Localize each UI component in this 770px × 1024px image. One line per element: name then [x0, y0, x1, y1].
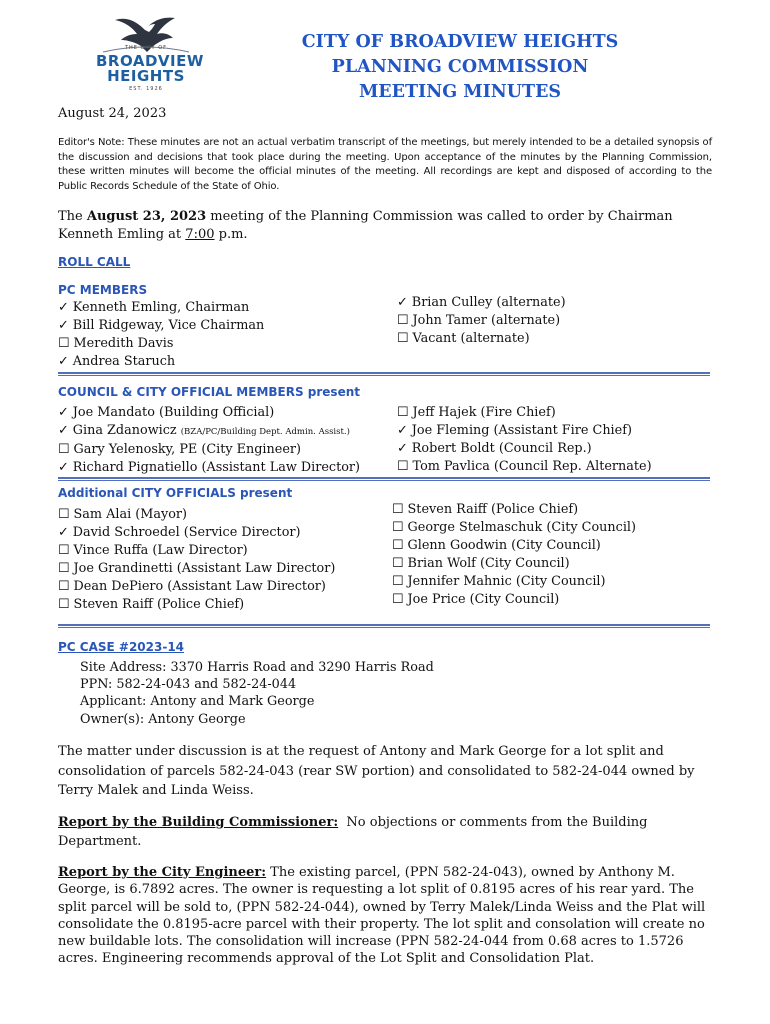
meeting-date: August 24, 2023: [58, 106, 167, 121]
list-item: [58, 422, 360, 441]
building-report-label: Report by the Building Commissioner:: [58, 815, 339, 830]
case-site-address: Site Address: 3370 Harris Road and 3290 Harris Road: [80, 660, 434, 675]
list-item: ☐ Jeff Hajek (Fire Chief): [397, 405, 556, 420]
council-heading: COUNCIL & CITY OFFICIAL MEMBERS present: [58, 385, 360, 399]
logo-line1: BROADVIEW: [96, 52, 204, 70]
list-item: ☐ Steven Raiff (Police Chief): [58, 597, 245, 612]
list-item: ✓ Joe Fleming (Assistant Fire Chief): [397, 423, 632, 438]
list-item-text: ✓ Gina Zdanowicz: [58, 423, 181, 438]
section-divider: [58, 372, 710, 376]
list-item: ✓ Joe Mandato (Building Official): [58, 405, 275, 420]
engineer-report: [58, 864, 710, 968]
list-item: ✓ Brian Culley (alternate): [397, 295, 566, 310]
title-line1: CITY OF BROADVIEW HEIGHTS: [301, 32, 619, 52]
additional-heading: Additional CITY OFFICIALS present: [58, 486, 293, 500]
list-item: ☐ Joe Grandinetti (Assistant Law Director): [58, 561, 336, 576]
list-item: ☐ Jennifer Mahnic (City Council): [392, 574, 606, 589]
title-line3: MEETING MINUTES: [358, 82, 562, 102]
editors-note: Editor's Note: These minutes are not an actual verbatim transcript of the meetings, but merely intended to be a detailed synopsis of the discussion and decisions that took place during the meeting. Upon acceptance of the minutes by the Planning Commission, these written minutes will become the official minutes of the meeting. All recordings are kept and disposed of according to the Public Records Schedule of the State of Ohio.: [58, 137, 712, 192]
list-item: ☐ Meredith Davis: [58, 336, 174, 351]
intro-paragraph: [58, 208, 712, 244]
list-item: ☐ George Stelmaschuk (City Council): [392, 520, 637, 535]
council-right: [397, 404, 652, 476]
list-item: ✓ David Schroedel (Service Director): [58, 525, 301, 540]
section-divider: [58, 477, 710, 481]
matter-paragraph: The matter under discussion is at the request of Antony and Mark George for a lot split and consolidation of parcels 582-24-043 (rear SW portion) and consolidated to 582-24-044 owned by Terry Malek and Linda Weiss.: [58, 744, 695, 798]
document-title: [250, 30, 670, 105]
pc-members-heading: PC MEMBERS: [58, 283, 148, 297]
list-item: ☐ Tom Pavlica (Council Rep. Alternate): [397, 459, 652, 474]
list-item: ✓ Andrea Staruch: [58, 354, 176, 369]
list-item: ✓ Kenneth Emling, Chairman: [58, 300, 250, 315]
list-item: ☐ Gary Yelenosky, PE (City Engineer): [58, 442, 302, 457]
pc-members-right: [397, 294, 566, 348]
intro-pre: The: [58, 209, 87, 224]
list-item: ✓ Robert Boldt (Council Rep.): [397, 441, 592, 456]
engineer-report-text: The existing parcel, (PPN 582-24-043), owned by Anthony M. George, is 6.7892 acres. The owner is requesting a lot split of 0.8195 acres of his rear yard. The split parcel will be sold to, (PPN 582-24-044), owned by Terry Malek/Linda Weiss and the Plat will consolidate the 0.8195-acre parcel with their property. The lot split and consolation will create no new buildable lots. The consolidation will increase (PPN 582-24-044 from 0.68 acres to 1.5726 acres. Engineering recommends approval of the Lot Split and Consolidation Plat.: [58, 865, 706, 967]
intro-post: p.m.: [214, 227, 248, 242]
logo-top-text: THE CITY OF: [124, 45, 168, 51]
additional-left: [58, 506, 335, 614]
list-item: ☐ Steven Raiff (Police Chief): [392, 502, 579, 517]
list-item: ☐ Brian Wolf (City Council): [392, 556, 570, 571]
list-item: ☐ Dean DePiero (Assistant Law Director): [58, 579, 326, 594]
building-report-text: No objections or comments from the Building Department.: [58, 815, 652, 849]
engineer-report-label: Report by the City Engineer:: [58, 865, 267, 880]
building-report: [58, 813, 710, 851]
intro-date: August 23, 2023: [86, 209, 207, 224]
section-divider: [58, 624, 710, 628]
intro-time: 7:00: [185, 227, 215, 242]
list-item: ☐ John Tamer (alternate): [397, 313, 561, 328]
pc-case-details: [80, 659, 434, 728]
list-item: ✓ Bill Ridgeway, Vice Chairman: [58, 318, 265, 333]
logo-est: EST. 1926: [129, 86, 163, 92]
pc-case-heading: PC CASE #2023-14: [58, 640, 185, 654]
list-item: ☐ Sam Alai (Mayor): [58, 507, 188, 522]
pc-members-left: [58, 299, 264, 371]
list-item: ☐ Vince Ruffa (Law Director): [58, 543, 248, 558]
case-ppn: PPN: 582-24-043 and 582-24-044: [80, 677, 297, 693]
case-applicant: Applicant: Antony and Mark George: [80, 694, 315, 710]
council-left: [58, 404, 360, 477]
list-item: ☐ Vacant (alternate): [397, 331, 530, 346]
list-item-note: (BZA/PC/Building Dept. Admin. Assist.): [180, 427, 350, 437]
title-line2: PLANNING COMMISSION: [331, 57, 589, 77]
additional-right: [392, 501, 636, 609]
list-item: ☐ Glenn Goodwin (City Council): [392, 538, 601, 553]
roll-call-heading: ROLL CALL: [58, 255, 131, 269]
list-item: ☐ Joe Price (City Council): [392, 592, 560, 607]
logo-wordmark: [96, 52, 204, 85]
logo-line2: HEIGHTS: [107, 67, 185, 85]
intro-mid: meeting of the Planning Commission was called to order by Chairman Kenneth Emling at: [58, 209, 673, 242]
case-owner: Owner(s): Antony George: [80, 711, 246, 727]
list-item: ✓ Richard Pignatiello (Assistant Law Director): [58, 460, 361, 475]
